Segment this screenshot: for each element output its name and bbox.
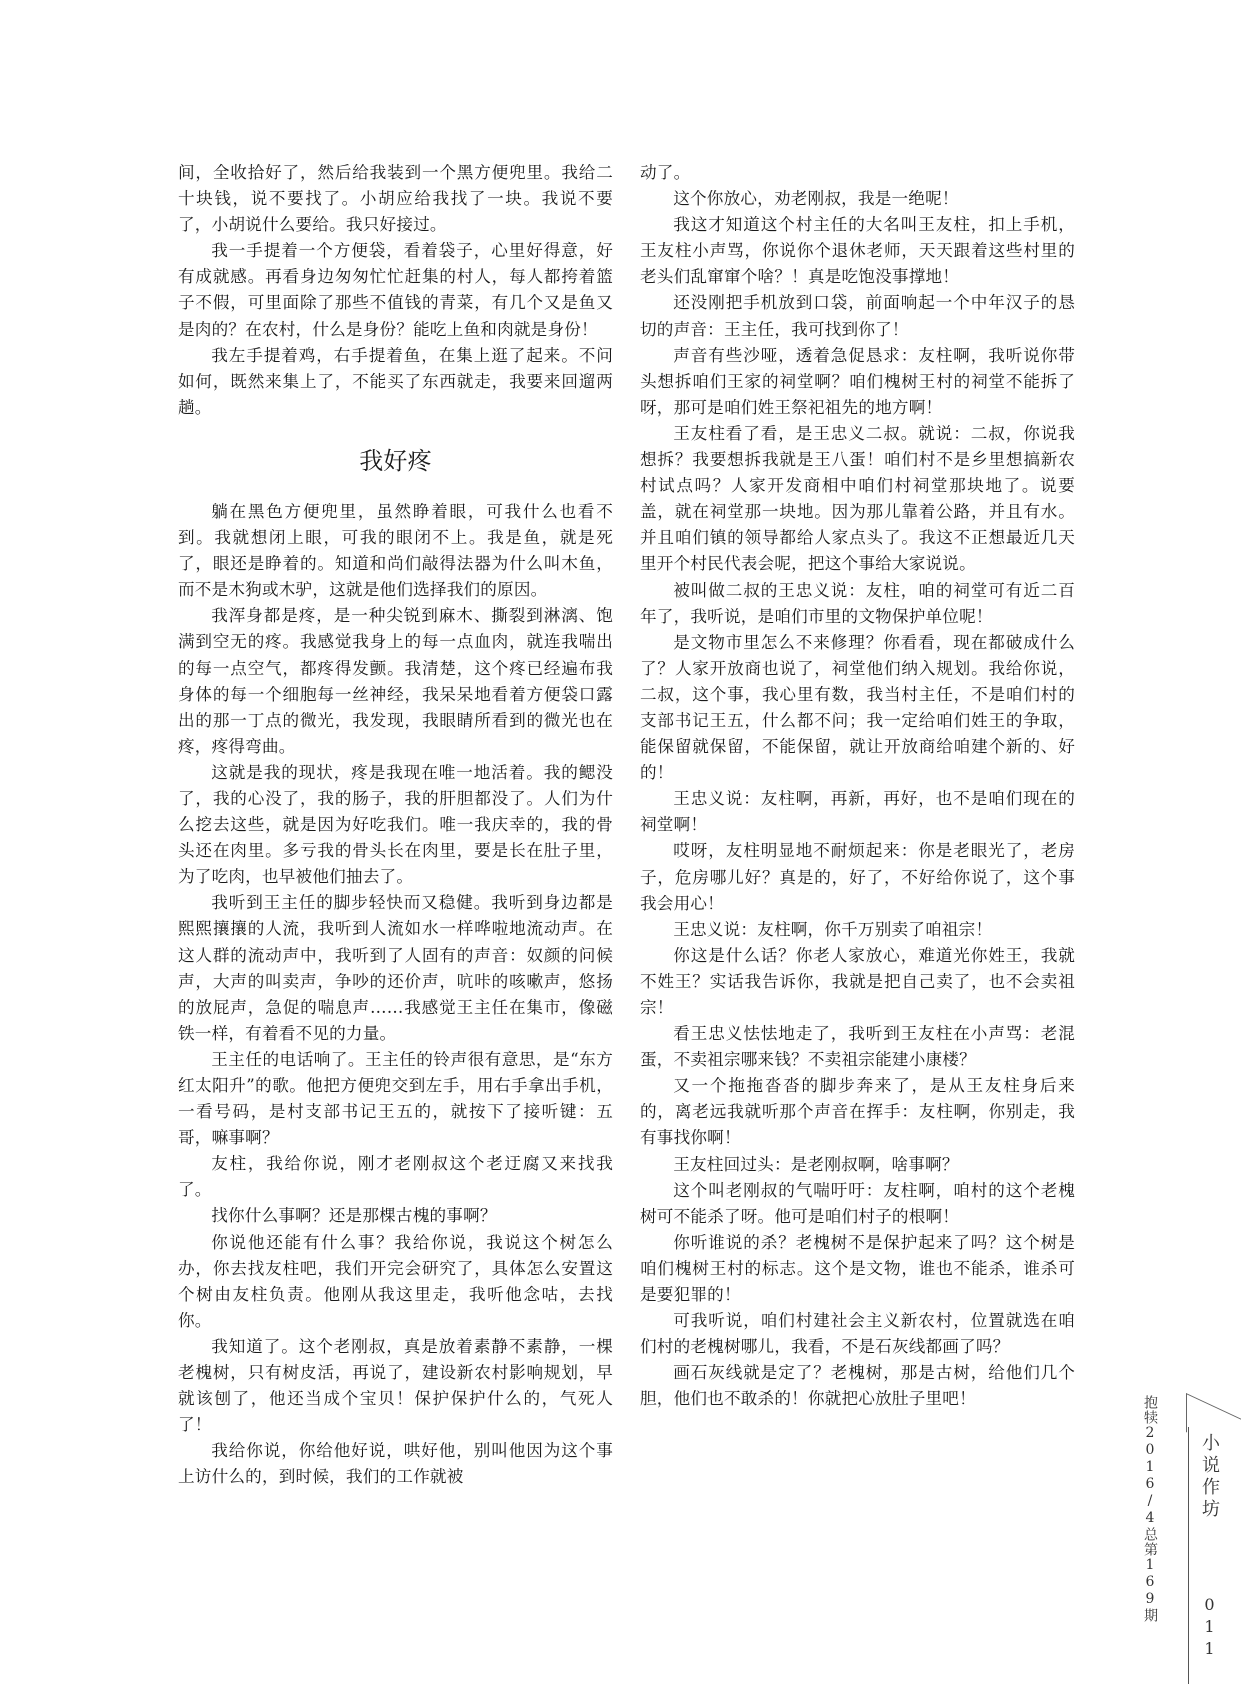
issue-total-label: 总第169期	[1142, 1527, 1158, 1623]
left-column	[178, 160, 613, 1491]
page-number: 011	[1200, 1595, 1219, 1661]
paragraph: 间，全收拾好了，然后给我装到一个黑方便兜里。我给二十块钱，说不要找了。小胡应给我找了一块。我说不要了，小胡说什么要给。我只好接过。	[178, 163, 613, 235]
paragraph: 我这才知道这个村主任的大名叫王友柱，扣上手机，王友柱小声骂，你说你个退休老师，天天跟着这些村里的老头们乱窜窜个啥？！真是吃饱没事撑地！	[640, 215, 1075, 287]
right-column	[640, 160, 1075, 1413]
paragraph: 声音有些沙哑，透着急促恳求：友柱啊，我听说你带头想拆咱们王家的祠堂啊？咱们槐树王村的祠堂不能拆了呀，那可是咱们姓王祭祀祖先的地方啊！	[640, 345, 1075, 417]
paragraph: 哎呀，友柱明显地不耐烦起来：你是老眼光了，老房子，危房哪儿好？真是的，好了，不好给你说了，这个事我会用心！	[640, 841, 1075, 913]
margin-divider	[1188, 1427, 1189, 1684]
paragraph: 这就是我的现状，疼是我现在唯一地活着。我的鳃没了，我的心没了，我的肠子，我的肝胆都没了。人们为什么挖去这些，就是因为好吃我们。唯一我庆幸的，我的骨头还在肉里。多亏我的骨头长在肉里，要是长在肚子里，为了吃肉，也早被他们抽去了。	[178, 762, 613, 887]
paragraph: 又一个拖拖沓沓的脚步奔来了，是从王友柱身后来的，离老远我就听那个声音在挥手：友柱啊，你别走，我有事找你啊！	[640, 1076, 1075, 1148]
paragraph: 是文物市里怎么不来修理？你看看，现在都破成什么了？人家开放商也说了，祠堂他们纳入规划。我给你说，二叔，这个事，我心里有数，我当村主任，不是咱们村的支部书记王五，什么都不问；我一定给咱们姓王的争取，能保留就保留，不能保留，就让开放商给咱建个新的、好的！	[640, 632, 1075, 783]
paragraph: 王友柱看了看，是王忠义二叔。就说：二叔，你说我想拆？我要想拆我就是王八蛋！咱们村不是乡里想搞新农村试点吗？人家开发商相中咱们村祠堂那块地了。说要盖，就在祠堂那一块地。因为那儿靠着公路，并且有水。并且咱们镇的领导都给人家点头了。我这不正想最近几天里开个村民代表会呢，把这个事给大家说说。	[640, 423, 1075, 574]
paragraph: 友柱，我给你说，刚才老刚叔这个老迂腐又来找我了。	[178, 1154, 613, 1200]
paragraph: 王主任的电话响了。王主任的铃声很有意思，是“东方红太阳升”的歌。他把方便兜交到左手，用右手拿出手机，一看号码，是村支部书记王五的，就按下了接听键：五哥，嘛事啊？	[178, 1049, 613, 1148]
paragraph: 我给你说，你给他好说，哄好他，别叫他因为这个事上访什么的，到时候，我们的工作就被	[178, 1441, 613, 1487]
paragraph: 你这是什么话？你老人家放心，难道光你姓王，我就不姓王？实话我告诉你，我就是把自己卖了，也不会卖祖宗！	[640, 945, 1075, 1017]
paragraph: 你说他还能有什么事？我给你说，我说这个树怎么办，你去找友柱吧，我们开完会研究了，具体怎么安置这个树由友柱负责。他刚从我这里走，我听他念咕，去找你。	[178, 1232, 613, 1330]
paragraph: 我左手提着鸡，右手提着鱼，在集上逛了起来。不问如何，既然来集上了，不能买了东西就走，我要来回遛两趟。	[178, 345, 613, 417]
paragraph: 王友柱回过头：是老刚叔啊，啥事啊？	[673, 1154, 959, 1174]
paragraph: 躺在黑色方便兜里，虽然睁着眼，可我什么也看不到。我就想闭上眼，可我的眼闭不上。我是鱼，就是死了，眼还是睁着的。知道和尚们敲得法器为什么叫木鱼，而不是木狗或木驴，这就是他们选择我们的原因。	[178, 501, 613, 600]
paragraph: 画石灰线就是定了？老槐树，那是古树，给他们几个胆，他们也不敢杀的！你就把心放肚子里吧！	[640, 1363, 1075, 1409]
paragraph: 王忠义说：友柱啊，再新，再好，也不是咱们现在的祠堂啊！	[640, 789, 1075, 835]
paragraph: 这个叫老刚叔的气喘吁吁：友柱啊，咱村的这个老槐树可不能杀了呀。他可是咱们村子的根啊！	[640, 1180, 1075, 1226]
paragraph: 我一手提着一个方便袋，看着袋子，心里好得意，好有成就感。再看身边匆匆忙忙赶集的村人，每人都挎着篮子不假，可里面除了那些不值钱的青菜，有几个又是鱼又是肉的？在农村，什么是身份？能吃上鱼和肉就是身份！	[178, 241, 613, 339]
paragraph: 王忠义说：友柱啊，你千万别卖了咱祖宗！	[673, 919, 993, 939]
paragraph: 看王忠义怯怯地走了，我听到王友柱在小声骂：老混蛋，不卖祖宗哪来钱？不卖祖宗能建小康楼？	[640, 1024, 1075, 1070]
paragraph: 找你什么事啊？还是那棵古槐的事啊？	[211, 1206, 497, 1226]
section-heading: 我好疼	[359, 446, 432, 475]
paragraph: 我听到王主任的脚步轻快而又稳健。我听到身边都是熙熙攘攘的人流，我听到人流如水一样哗啦地流动声。在这人群的流动声中，我听到了人固有的声音：奴颜的问候声，大声的叫卖声，争吵的还价声，吭咔的咳嗽声，悠扬的放屁声，急促的喘息声……我感觉王主任在集市，像磁铁一样，有着看不见的力量。	[178, 893, 613, 1043]
paragraph: 我知道了。这个老刚叔，真是放着素静不素静，一棵老槐树，只有树皮活，再说了，建设新农村影响规划，早就该刨了，他还当成个宝贝！保护保护什么的，气死人了！	[178, 1336, 613, 1435]
issue-label: 抱犊2016/4	[1142, 1395, 1158, 1527]
paragraph: 可我听说，咱们村建社会主义新农村，位置就选在咱们村的老槐树哪儿，我看，不是石灰线都画了吗？	[640, 1311, 1075, 1357]
paragraph: 被叫做二叔的王忠义说：友柱，咱的祠堂可有近二百年了，我听说，是咱们市里的文物保护单位呢！	[640, 580, 1075, 626]
paragraph: 还没刚把手机放到口袋，前面响起一个中年汉子的恳切的声音：王主任，我可找到你了！	[640, 293, 1075, 339]
section-name: 小说作坊	[1199, 1433, 1220, 1521]
paragraph: 动了。	[640, 163, 691, 182]
paragraph: 我浑身都是疼，是一种尖锐到麻木、撕裂到淋漓、饱满到空无的疼。我感觉我身上的每一点血肉，就连我喘出的每一点空气，都疼得发颤。我清楚，这个疼已经遍布我身体的每一个细胞每一丝神经，我呆呆地看着方便袋口露出的那一丁点的微光，我发现，我眼睛所看到的微光也在疼，疼得弯曲。	[178, 606, 613, 756]
paragraph: 你听谁说的杀？老槐树不是保护起来了吗？这个树是咱们槐树王村的标志。这个是文物，谁也不能杀，谁杀可是要犯罪的！	[640, 1232, 1075, 1305]
paragraph: 这个你放心，劝老刚叔，我是一绝呢！	[673, 189, 959, 209]
